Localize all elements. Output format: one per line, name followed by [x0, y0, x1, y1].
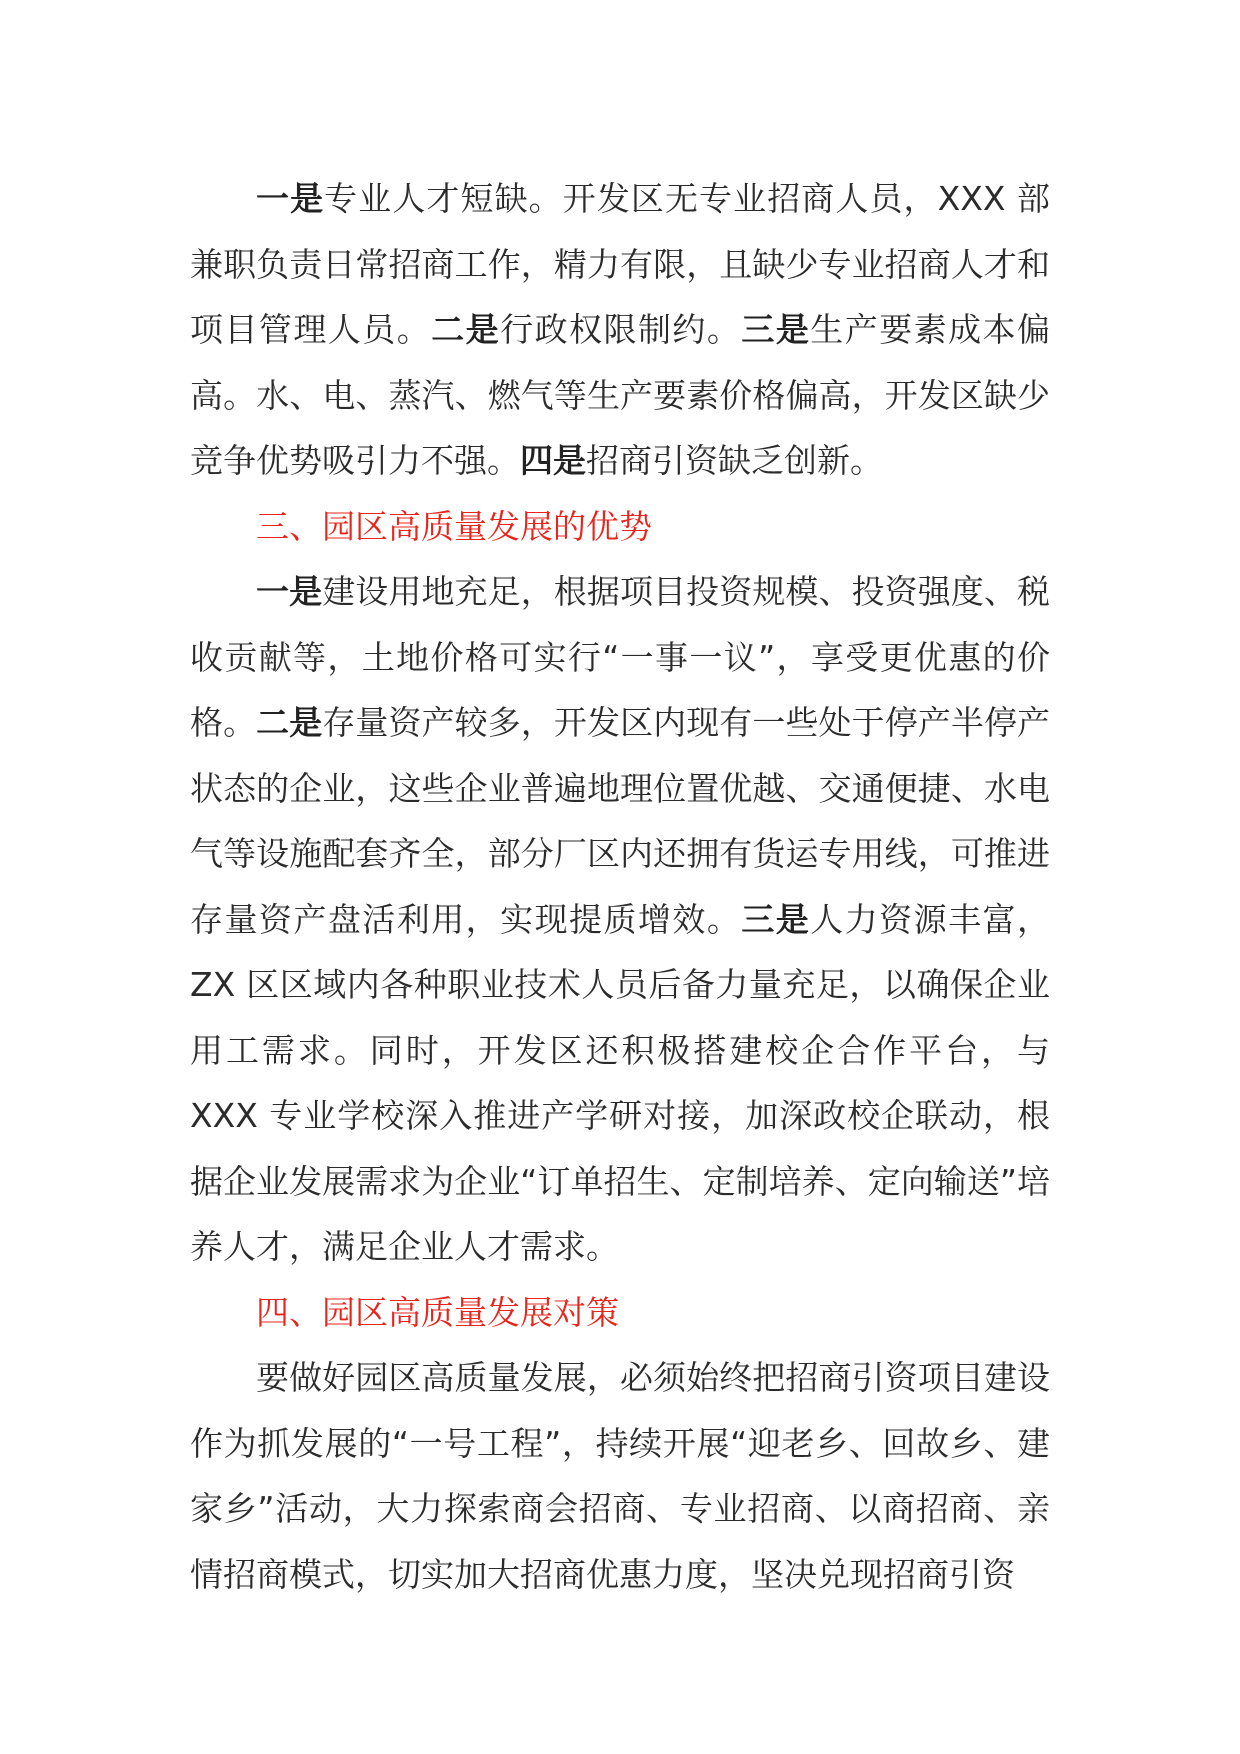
section-heading-countermeasures [190, 1280, 1050, 1346]
text-run: 人力资源丰富，ZX 区区域内各种职业技术人员后备力量充足，以确保企业用工需求。同时，开发区还积极搭建校企合作平台，与 XXX 专业学校深入推进产学研对接，加深政校企联动，根据企业发展需求为企业“订单招生、定制培养、定向输送”培养人才，满足企业人才需求。 [190, 899, 1051, 1266]
paragraph-countermeasures [190, 1345, 1050, 1607]
text-run: 行政权限制约。 [500, 310, 742, 349]
bold-lead: 三是 [741, 899, 811, 939]
paragraph-weaknesses [190, 166, 1050, 494]
heading-text: 四、园区高质量发展对策 [256, 1292, 619, 1332]
bold-lead: 四是 [520, 441, 586, 480]
text-run: 建设用地充足，根据项目投资规模、投资强度、税收贡献等，土地价格可实行“一事一议”，享受更优惠的价格。 [190, 572, 1051, 742]
bold-lead: 一是 [256, 179, 325, 218]
text-run: 专业人才短缺。开发区无专业招商人员，XXX 部兼职负责日常招商工作，精力有限，且缺少专业招商人才和项目管理人员。 [190, 179, 1051, 349]
text-run: 生产要素成本偏高。水、电、蒸汽、燃气等生产要素价格偏高，开发区缺少竞争优势吸引力不强。 [190, 310, 1051, 480]
text-run: 存量资产较多，开发区内现有一些处于停产半停产状态的企业，这些企业普遍地理位置优越、交通便捷、水电气等设施配套齐全，部分厂区内还拥有货运专用线，可推进存量资产盘活利用，实现提质增效。 [190, 703, 1051, 939]
text-run: 要做好园区高质量发展，必须始终把招商引资项目建设作为抓发展的“一号工程”，持续开展“迎老乡、回故乡、建家乡”活动，大力探索商会招商、专业招商、以商招商、亲情招商模式，切实加大招商优惠力度，坚决兑现招商引资 [190, 1358, 1050, 1594]
document-page [190, 166, 1050, 1607]
paragraph-advantages [190, 559, 1050, 1280]
bold-lead: 一是 [256, 572, 323, 611]
heading-text: 三、园区高质量发展的优势 [256, 506, 652, 546]
bold-lead: 二是 [256, 703, 323, 742]
bold-lead: 三是 [741, 310, 811, 349]
section-heading-advantages [190, 494, 1050, 560]
bold-lead: 二是 [431, 310, 501, 349]
text-run: 招商引资缺乏创新。 [586, 441, 883, 480]
